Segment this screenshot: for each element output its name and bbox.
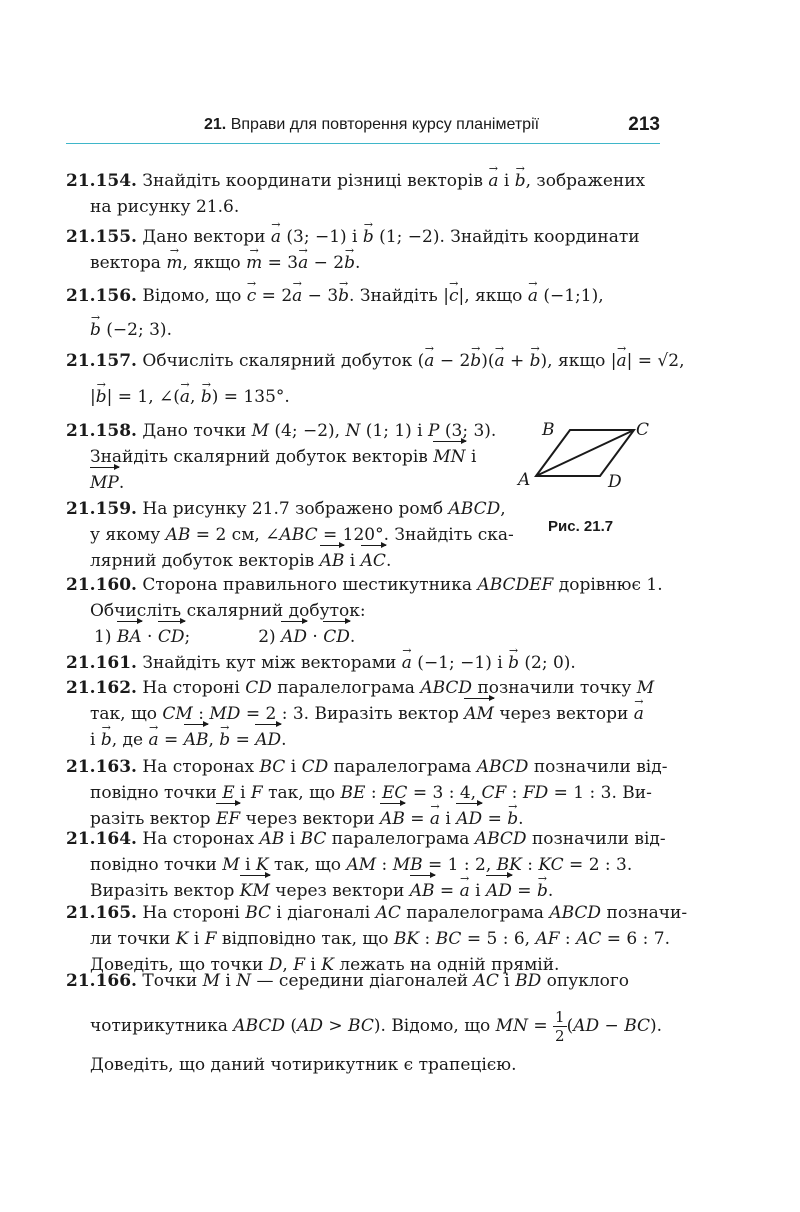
problem-21-157 bbox=[66, 348, 685, 410]
problem-number: 21.165. bbox=[66, 903, 137, 923]
problem-number: 21.162. bbox=[66, 678, 137, 698]
problem-line: 21.155. Дано вектори → a (3; −1) і → b (1; −2). Знайдіть координати bbox=[66, 224, 664, 250]
problem-21-159 bbox=[66, 496, 514, 574]
problem-number: 21.166. bbox=[66, 971, 137, 991]
figure-caption: Рис. 21.7 bbox=[548, 518, 614, 535]
problem-number: 21.157. bbox=[66, 351, 137, 371]
problem-line: 21.162. На стороні CD паралелограма ABCD позначили точку M bbox=[66, 678, 655, 698]
problem-number: 21.156. bbox=[66, 286, 137, 306]
problem-line: 1) BA · CD; 2) AD · CD. bbox=[66, 624, 664, 650]
problem-21-166 bbox=[66, 968, 664, 1078]
problem-21-164 bbox=[66, 826, 664, 904]
problem-line: ли точки K і F відповідно так, що BK : BC = 5 : 6, AF : AC = 6 : 7. bbox=[90, 929, 670, 949]
problem-line: 21.165. На стороні BC і діагоналі AC паралелограма ABCD позначи- bbox=[66, 903, 688, 923]
problem-line: 21.158. Дано точки M (4; −2), N (1; 1) і P (3; 3). bbox=[66, 421, 497, 441]
problem-line: 21.164. На сторонах AB і BC паралелограма ABCD позначили від- bbox=[66, 829, 666, 849]
section-title-text: Вправи для повторення курсу планіметрії bbox=[230, 116, 540, 133]
problem-line: повідно точки M і K так, що AM : MB = 1 : 2, BK : KC = 2 : 3. bbox=[90, 855, 633, 875]
problem-line: чотирикутника ABCD (AD > BC). Відомо, що MN = $\frac{1}{2}$ (AD − BC). bbox=[90, 1008, 663, 1045]
section-title bbox=[204, 116, 539, 134]
problem-line: 21.163. На сторонах BC і CD паралелограма ABCD позначили від- bbox=[66, 757, 668, 777]
problem-line: Доведіть, що точки D, F і K лежать на одній прямій. bbox=[90, 955, 560, 975]
problem-number: 21.160. bbox=[66, 575, 137, 595]
problem-line: разіть вектор EF через вектори AB = → a і AD = → b. bbox=[66, 806, 664, 832]
problem-21-156 bbox=[66, 283, 664, 343]
page-header bbox=[66, 116, 660, 144]
problem-21-162 bbox=[66, 675, 664, 753]
problem-line: 21.166. Точки M і N — середини діагоналей AC і BD опуклого bbox=[66, 971, 629, 991]
problem-line: на рисунку 21.6. bbox=[90, 197, 240, 217]
problem-21-158 bbox=[66, 418, 506, 496]
problem-line: Виразіть вектор KM через вектори AB = → a і AD = → b. bbox=[66, 878, 664, 904]
problem-line: 21.160. Сторона правильного шестикутника ABCDEF дорівнює 1. bbox=[66, 575, 663, 595]
problem-line: так, що CM : MD = 2 : 3. Виразіть вектор AM через вектори → a bbox=[66, 701, 664, 727]
problem-line: |→ b| = 1, ∠(→ a, → b) = 135°. bbox=[66, 384, 664, 410]
problem-line: 21.156. Відомо, що → c = 2→ a − 3→ b. Знайдіть |→ c|, якщо → a (−1;1), bbox=[66, 283, 664, 309]
problem-number: 21.154. bbox=[66, 171, 137, 191]
header-rule bbox=[66, 143, 660, 144]
problem-line: 21.161. Знайдіть кут між векторами → a (−1; −1) і → b (2; 0). bbox=[66, 650, 664, 676]
rhombus-figure bbox=[512, 418, 662, 498]
label-d: D bbox=[608, 472, 622, 492]
problem-line: Знайдіть скалярний добуток векторів MN і bbox=[66, 444, 506, 470]
problem-line: лярний добуток векторів AB і AC. bbox=[66, 548, 506, 574]
problem-number: 21.159. bbox=[66, 499, 137, 519]
problem-number: 21.164. bbox=[66, 829, 137, 849]
problem-line: у якому AB = 2 см, ∠ABC = 120°. Знайдіть ска- bbox=[90, 525, 514, 545]
problem-21-165 bbox=[66, 900, 688, 978]
problem-21-160 bbox=[66, 572, 664, 650]
problem-number: 21.155. bbox=[66, 227, 137, 247]
problem-number: 21.158. bbox=[66, 421, 137, 441]
problem-number: 21.163. bbox=[66, 757, 137, 777]
fraction-one-half: $\frac{1}{2}$ bbox=[555, 1008, 565, 1045]
problem-21-163 bbox=[66, 754, 668, 832]
problem-line: 21.159. На рисунку 21.7 зображено ромб ABCD, bbox=[66, 499, 506, 519]
problem-line: вектора → m, якщо → m = 3→ a − 2→ b. bbox=[66, 250, 664, 276]
problem-line: 21.154. Знайдіть координати різниці векторів → a і → b, зображених bbox=[66, 168, 664, 194]
label-c: C bbox=[636, 420, 650, 440]
label-a: A bbox=[518, 470, 531, 490]
problem-21-155 bbox=[66, 224, 664, 276]
problem-number: 21.161. bbox=[66, 653, 137, 673]
section-number: 21. bbox=[204, 116, 227, 133]
problem-line: Доведіть, що даний чотирикутник є трапецією. bbox=[90, 1055, 517, 1075]
page-number: 213 bbox=[628, 114, 660, 135]
problem-line: 21.157. Обчисліть скалярний добуток (→ a − 2→ b)(→ a + → b), якщо |→ a| = √2, bbox=[66, 348, 664, 374]
label-b: B bbox=[542, 420, 555, 440]
problem-line: повідно точки E і F так, що BE : EC = 3 : 4, CF : FD = 1 : 3. Ви- bbox=[90, 783, 652, 803]
problem-line: → b (−2; 3). bbox=[66, 317, 664, 343]
problem-line: MP. bbox=[66, 470, 506, 496]
problem-21-161 bbox=[66, 650, 664, 676]
problem-line: і → b, де → a = AB, → b = AD. bbox=[66, 727, 664, 753]
problem-line: Обчисліть скалярний добуток: bbox=[90, 601, 366, 621]
